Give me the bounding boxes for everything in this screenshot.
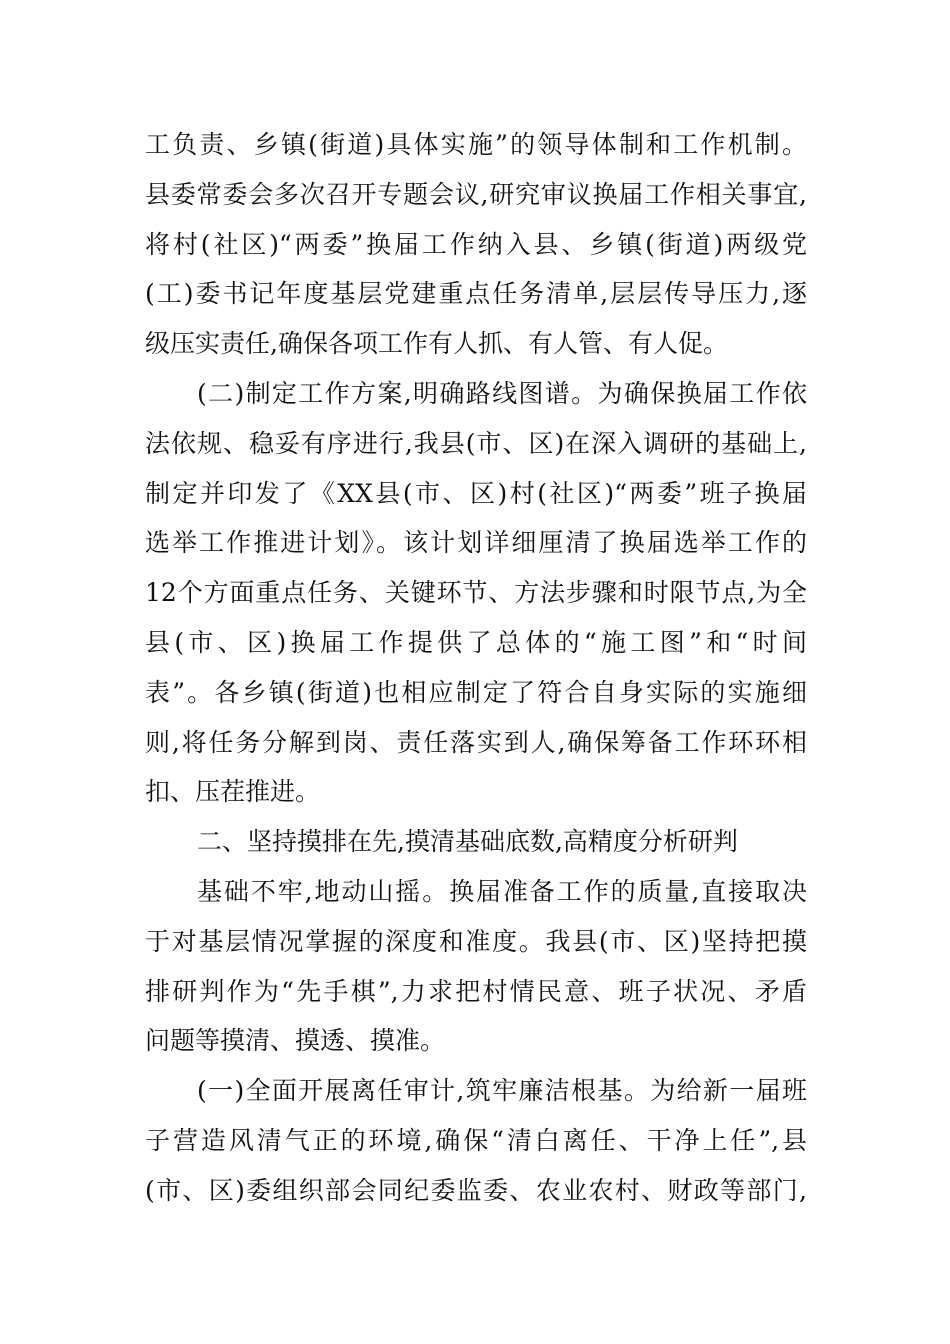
text-line: 二、坚持摸排在先,摸清基础底数,高精度分析研判 [197,827,738,857]
text-line: (二)制定工作方案,明确路线图谱。为确保换届工作依 [197,379,807,408]
text-line: 表”。各乡镇(街道)也相应制定了符合自身实际的实施细 [145,677,807,707]
text-line: 选举工作推进计划》。该计划详细厘清了换届选举工作的 [145,528,807,558]
text-line: 问题等摸清、摸透、摸准。 [145,1026,446,1056]
text-line: (工)委书记年度基层党建重点任务清单,层层传导压力,逐 [145,279,807,309]
text-line: 级压实责任,确保各项工作有人抓、有人管、有人促。 [145,329,728,359]
text-line: 排研判作为“先手棋”,力求把村情民意、班子状况、矛盾 [145,976,807,1006]
text-line: 12个方面重点任务、关键环节、方法步骤和时限节点,为全 [145,578,807,608]
text-line: (市、区)委组织部会同纪委监委、农业农村、财政等部门, [145,1175,807,1205]
text-line: 于对基层情况掌握的深度和准度。我县(市、区)坚持把摸 [145,926,807,956]
text-line: 子营造风清气正的环境,确保“清白离任、干净上任”,县 [145,1126,807,1155]
text-line: 县委常委会多次召开专题会议,研究审议换届工作相关事宜, [145,179,807,209]
text-line: 工负责、乡镇(街道)具体实施”的领导体制和工作机制。 [145,130,807,159]
text-line: (一)全面开展离任审计,筑牢廉洁根基。为给新一届班 [197,1076,807,1106]
text-line: 则,将任务分解到岗、责任落实到人,确保筹备工作环环相 [145,727,807,757]
text-line: 扣、压茬推进。 [145,777,321,807]
text-line: 法依规、稳妥有序进行,我县(市、区)在深入调研的基础上, [145,428,807,458]
text-line: 制定并印发了《XX县(市、区)村(社区)“两委”班子换届 [145,478,807,508]
text-line: 县(市、区)换届工作提供了总体的“施工图”和“时间 [145,628,807,657]
text-line: 将村(社区)“两委”换届工作纳入县、乡镇(街道)两级党 [145,229,807,259]
text-line: 基础不牢,地动山摇。换届准备工作的质量,直接取决 [197,877,807,906]
